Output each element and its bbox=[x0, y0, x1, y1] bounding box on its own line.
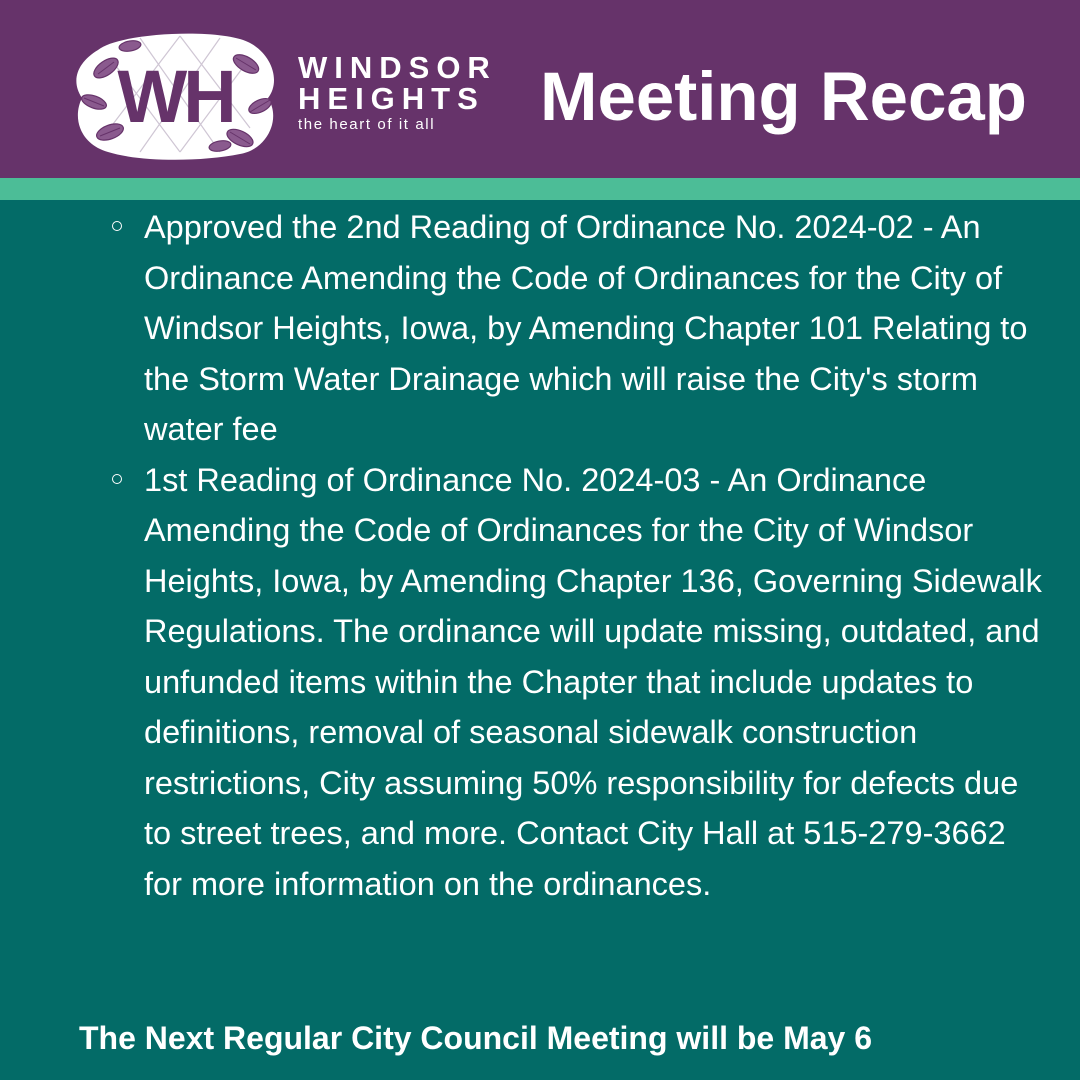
list-item-text: 1st Reading of Ordinance No. 2024-03 - An Ordinance Amending the Code of Ordinances for the City of Windsor Heights, Iowa, by Amending Chapter 136, Governing Sidewalk Regulations. The ordinance will update missing, outdated, and unfunded items within the Chapter that include updates to definitions, removal of seasonal sidewalk construction restrictions, City assuming 50% responsibility for defects due to street trees, and more. Contact City Hall at 515-279-3662 for more information on the ordinances. bbox=[144, 461, 1042, 902]
logo-line-heights: HEIGHTS bbox=[298, 81, 485, 116]
svg-text:WH: WH bbox=[117, 55, 233, 138]
logo-leaf-badge-icon bbox=[70, 28, 280, 162]
list-item-text: Approved the 2nd Reading of Ordinance No. 2024-02 - An Ordinance Amending the Code of Ordinances for the City of Windsor Heights, Iowa, by Amending Chapter 101 Relating to the Storm Water Drainage which will raise the City's storm water fee bbox=[144, 209, 1028, 447]
page-title: Meeting Recap bbox=[540, 58, 1027, 135]
windsor-heights-logo bbox=[70, 28, 280, 162]
list-item bbox=[112, 455, 1052, 910]
next-meeting-notice: The Next Regular City Council Meeting will be May 6 bbox=[79, 1020, 873, 1056]
hollow-bullet-icon bbox=[112, 474, 122, 484]
logo-line-windsor: WINDSOR bbox=[298, 50, 497, 85]
accent-stripe bbox=[0, 178, 1080, 200]
header-banner bbox=[0, 0, 1080, 178]
logo-tagline: the heart of it all bbox=[298, 116, 436, 133]
logo-wordmark bbox=[298, 52, 498, 133]
recap-list bbox=[112, 202, 1052, 909]
hollow-bullet-icon bbox=[112, 221, 122, 231]
list-item bbox=[112, 202, 1052, 455]
